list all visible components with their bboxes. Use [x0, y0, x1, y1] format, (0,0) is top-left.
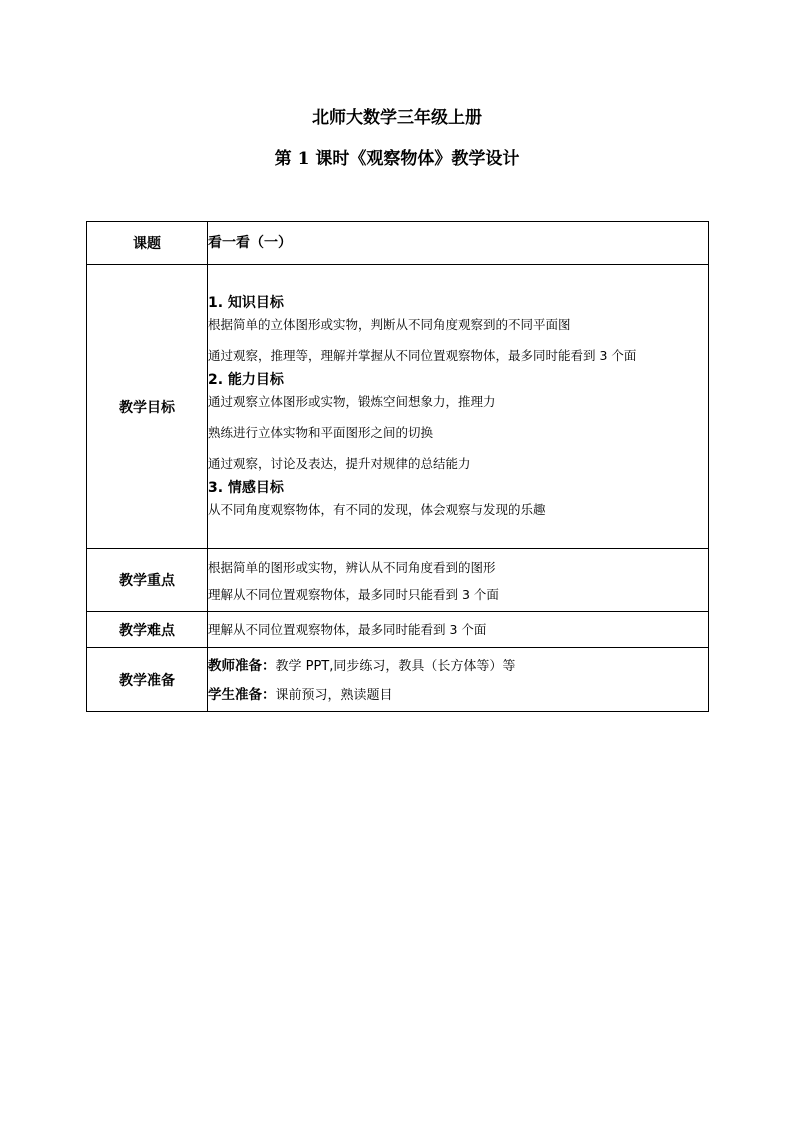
lesson-plan-table — [86, 221, 709, 712]
student-preparation-label: 学生准备： — [208, 686, 276, 703]
table-row-key-points — [87, 549, 709, 612]
teacher-preparation-value: 教学 PPT,同步练习，教具（长方体等）等 — [275, 658, 516, 674]
table-row-topic — [87, 222, 709, 265]
difficulty-cell — [208, 612, 709, 648]
goals-cell — [208, 265, 709, 549]
emotion-goal-heading: 3. 情感目标 — [208, 479, 284, 496]
student-preparation — [208, 686, 708, 705]
key-points-label: 教学重点 — [87, 549, 208, 612]
list-item: 理解从不同位置观察物体，最多同时只能看到 3 个面 — [208, 586, 499, 602]
table-row-difficulty — [87, 612, 709, 648]
list-item: 从不同角度观察物体，有不同的发现，体会观察与发现的乐趣 — [208, 501, 546, 517]
list-item: 熟练进行立体实物和平面图形之间的切换 — [208, 424, 434, 440]
topic-value: 看一看（一） — [208, 235, 292, 251]
document-title: 北师大数学三年级上册 — [312, 108, 482, 128]
teacher-preparation-label: 教师准备： — [208, 657, 276, 674]
topic-cell — [208, 222, 709, 265]
list-item: 通过观察立体图形或实物，锻炼空间想象力，推理力 — [208, 393, 496, 409]
list-item: 通过观察，讨论及表达，提升对规律的总结能力 — [208, 455, 471, 471]
key-points-cell — [208, 549, 709, 612]
preparation-cell — [208, 648, 709, 712]
list-item: 根据简单的图形或实物，辨认从不同角度看到的图形 — [208, 559, 496, 575]
list-item: 通过观察，推理等，理解并掌握从不同位置观察物体，最多同时能看到 3 个面 — [208, 347, 637, 363]
topic-label: 课题 — [87, 222, 208, 265]
knowledge-goal-heading: 1. 知识目标 — [208, 294, 284, 311]
table-row-goals — [87, 265, 709, 549]
teacher-preparation — [208, 657, 708, 676]
list-item: 根据简单的立体图形或实物，判断从不同角度观察到的不同平面图 — [208, 316, 571, 332]
ability-goal-heading: 2. 能力目标 — [208, 371, 284, 388]
table-row-preparation — [87, 648, 709, 712]
student-preparation-value: 课前预习，熟读题目 — [275, 687, 393, 703]
difficulty-value: 理解从不同位置观察物体，最多同时能看到 3 个面 — [208, 621, 487, 637]
goals-label: 教学目标 — [87, 265, 208, 549]
difficulty-label: 教学难点 — [87, 612, 208, 648]
document-subtitle: 第 1 课时《观察物体》教学设计 — [274, 149, 520, 169]
preparation-label: 教学准备 — [87, 648, 208, 712]
